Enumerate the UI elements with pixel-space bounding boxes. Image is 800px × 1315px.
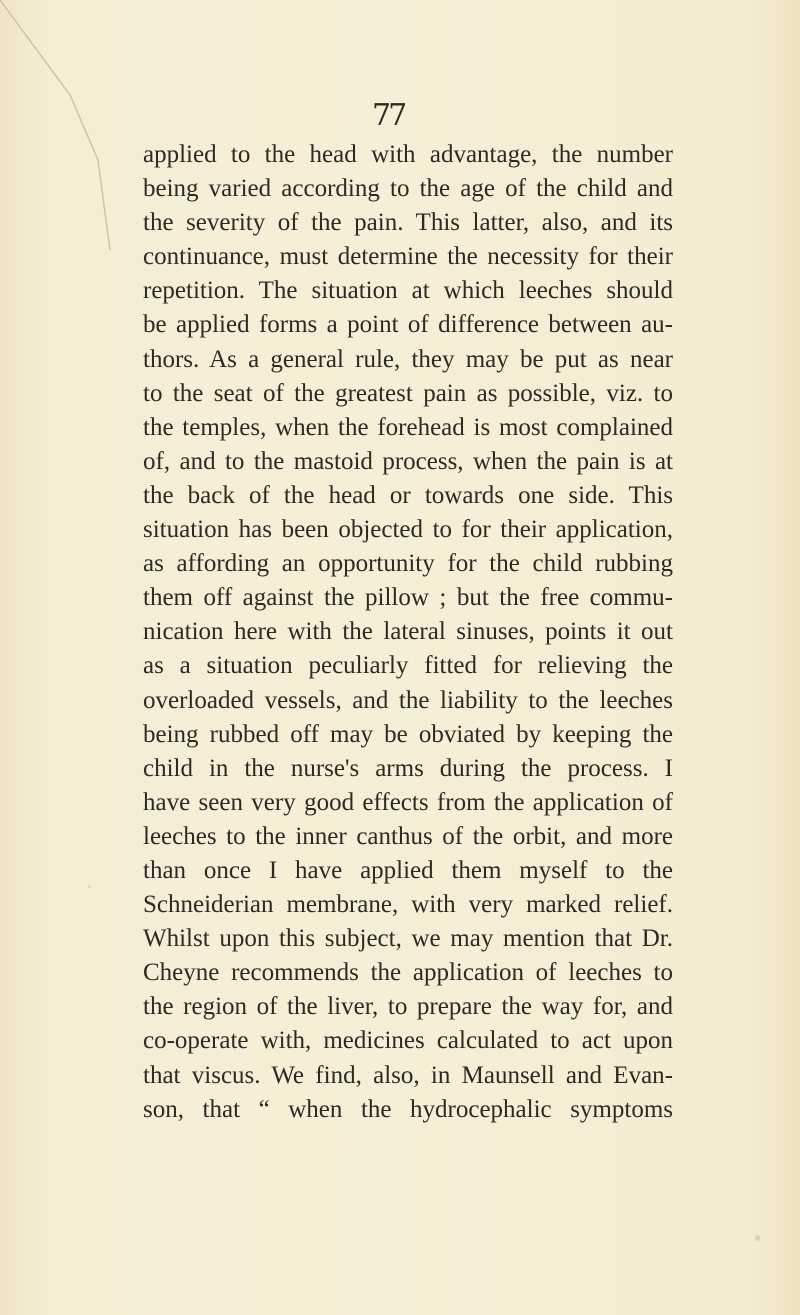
text-line: to the seat of the greatest pain as possible, viz. to — [143, 379, 673, 407]
text-line: the severity of the pain. This latter, also, and its — [143, 209, 673, 237]
text-line: nication here with the lateral sinuses, points it out — [143, 618, 673, 646]
text-line: Cheyne recommends the application of leeches to — [143, 959, 673, 987]
text-line: thors. As a general rule, they may be put as near — [143, 345, 673, 373]
text-line: situation has been objected to for their application, — [143, 516, 673, 544]
paper-speck — [755, 1235, 760, 1241]
text-line: as a situation peculiarly fitted for relieving the — [143, 652, 673, 680]
text-line: overloaded vessels, and the liability to the leeches — [143, 686, 673, 714]
page-fold-mark — [0, 0, 140, 260]
text-line: the back of the head or towards one side. This — [143, 481, 673, 509]
text-line: son, that “ when the hydrocephalic symptoms — [143, 1095, 673, 1123]
text-line: being rubbed off may be obviated by keeping the — [143, 720, 673, 748]
text-line: being varied according to the age of the child and — [143, 175, 673, 203]
text-line: them off against the pillow ; but the free commu- — [143, 584, 673, 612]
text-line: the temples, when the forehead is most complained — [143, 413, 673, 441]
text-line: child in the nurse's arms during the process. I — [143, 754, 673, 782]
text-line: have seen very good effects from the application of — [143, 788, 673, 816]
text-line: applied to the head with advantage, the number — [143, 141, 673, 168]
text-line: leeches to the inner canthus of the orbit, and more — [143, 822, 673, 850]
text-line: of, and to the mastoid process, when the pain is at — [143, 447, 673, 475]
text-line: that viscus. We find, also, in Maunsell and Evan- — [143, 1061, 673, 1089]
paper-speck — [88, 885, 91, 888]
text-line: Schneiderian membrane, with very marked relief. — [143, 891, 673, 919]
text-line: the region of the liver, to prepare the way for, and — [143, 993, 673, 1021]
text-line: co-operate with, medicines calculated to act upon — [143, 1027, 673, 1055]
text-line: Whilst upon this subject, we may mention that Dr. — [143, 925, 673, 953]
text-line: continuance, must determine the necessity for their — [143, 243, 673, 271]
text-line: than once I have applied them myself to the — [143, 856, 673, 884]
text-line: be applied forms a point of difference between au- — [143, 311, 673, 339]
text-line: as affording an opportunity for the child rubbing — [143, 550, 673, 578]
body-text — [143, 138, 673, 1127]
text-line: repetition. The situation at which leeches should — [143, 277, 673, 305]
page-number: 77 — [372, 98, 405, 133]
